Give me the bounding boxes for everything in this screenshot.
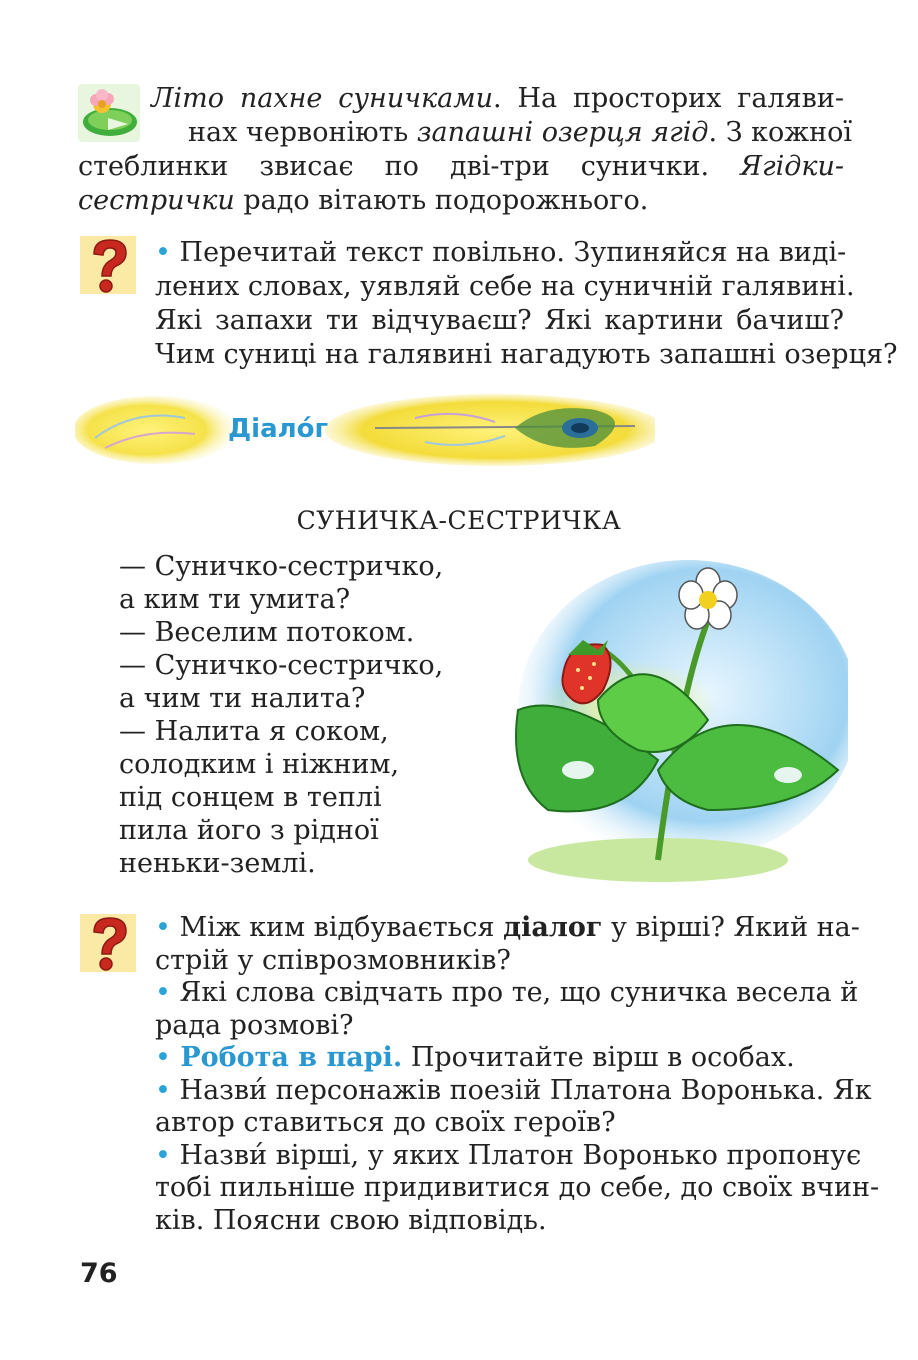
intro-italic-1: Літо пахне суничками [151,83,494,114]
task2-q5-line-3: ків. Поясни свою відповідь. [155,1204,547,1236]
poem-line: а ким ти умита? [119,584,351,615]
strawberry-illustration [508,560,848,890]
bullet: • [155,1074,171,1106]
intro-text-2b: . З кожної [708,117,852,148]
dialog-banner-title: Діало́г [228,414,329,444]
intro-italic-4: сестрички [78,185,235,216]
poem-line: — Суничко-сестричко, [119,650,444,681]
bullet: • [155,1139,171,1171]
task2-q2-text: Які слова свідчать про те, що суничка весела й [170,977,859,1008]
question-mark-icon [80,914,136,972]
intro-line-3 [78,150,844,184]
task-1 [155,236,898,372]
task2-q2-line-1 [155,977,859,1010]
poem-line: солодким і ніжним, [119,749,400,780]
task2-q4-line-2: автор ставиться до своїх героїв? [155,1107,616,1138]
page-number: 76 [80,1258,118,1289]
poem [119,550,479,880]
feather-banner [75,388,655,472]
task2-q3-line [155,1042,844,1075]
poem-line: під сонцем в теплі [119,782,382,813]
poem-line: а чим ти налита? [119,683,366,714]
intro-text-3: стеблинки звисає по дві-три сунички. [78,151,741,182]
task2-q4-text: Назви́ персонажів поезій Платона Воронька. Як [170,1074,872,1106]
poem-line: — Налита я соком, [119,716,389,747]
task2-q5-line-1 [155,1139,862,1173]
bullet: • [155,912,171,943]
poem-line: — Суничко-сестричко, [119,551,444,582]
task1-line-2: лених словах, уявляй себе на суничній галявині. [155,271,855,302]
intro-line-1 [78,82,844,116]
intro-text-1: . На просторих галяви- [493,83,844,114]
dialog-banner [75,388,655,472]
intro-italic-2: запашні озерця ягід [416,117,709,148]
task1-line-4: Чим суниці на галявині нагадують запашні озерця? [155,339,898,370]
intro-text-2a: нах червоніють [188,117,417,148]
task2-q5-line-2: тобі пильніше придивитися до себе, до своїх вчин- [155,1172,880,1203]
task1-line-1 [155,236,847,270]
task2-q1-bold: діалог [503,912,603,943]
bullet: • [155,1042,171,1073]
task2-q2-line-2: рада розмові? [155,1009,354,1041]
task2-q1-pre: Між ким відбувається [170,912,504,943]
task1-line-3: Які запахи ти відчуваєш? Які картини бачиш? [155,305,844,336]
intro-paragraph [78,82,852,218]
intro-line-4 [78,184,844,218]
intro-line-2 [78,116,852,150]
task2-q5-text: Назви́ вірші, у яких Платон Воронько пропонує [170,1139,862,1171]
intro-text-4: радо вітають подорожнього. [234,185,649,216]
task2-q4-line-1 [155,1074,872,1108]
task2-q3-rest: Прочитайте вірш в особах. [402,1042,795,1073]
task2-q1-post: у вірші? Який на- [602,912,860,943]
bullet: • [155,977,171,1008]
task2-q1-line-1 [155,912,860,945]
poem-title: СУНИЧКА-СЕСТРИЧКА [296,506,622,535]
poem-line: неньки-землі. [119,848,316,879]
task2-q1-line-2: стрій у співрозмовників? [155,944,511,976]
task-2 [155,912,880,1237]
poem-line: пила його з рідної [119,815,379,846]
bullet: • [155,237,171,268]
question-mark-icon [80,236,136,294]
task1-text-1: Перечитай текст повільно. Зупиняйся на виді- [170,237,847,268]
task2-q3-blue: Робота в парі. [170,1042,403,1073]
intro-italic-3: Ягідки- [740,151,844,182]
poem-line: — Веселим потоком. [119,617,415,648]
